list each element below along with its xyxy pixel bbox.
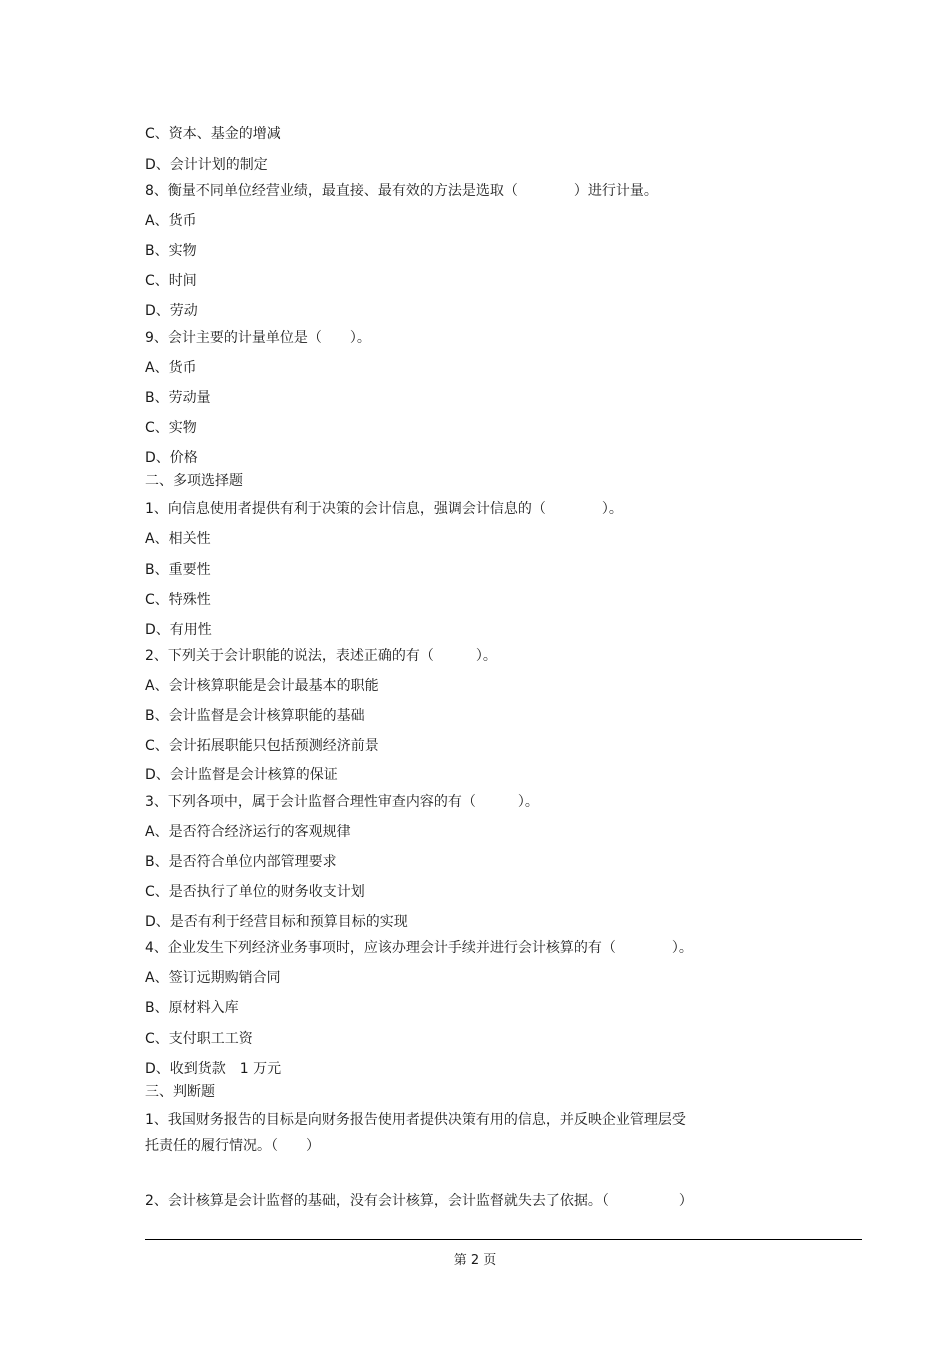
option-a: A、货币 [145,360,197,376]
option-a: A、货币 [145,213,197,229]
option-d: D、价格 [145,450,198,466]
option-d: D、会计计划的制定 [145,157,268,173]
option-d: D、收到货款 1 万元 [145,1061,282,1077]
option-b: B、劳动量 [145,390,211,406]
option-c: C、支付职工工资 [145,1031,253,1047]
option-a: A、签订远期购销合同 [145,970,281,986]
option-b: B、重要性 [145,562,211,578]
question-2: 2、下列关于会计职能的说法，表述正确的有（ ）。 [145,648,497,664]
option-c: C、时间 [145,273,197,289]
option-c: C、资本、基金的增减 [145,126,281,142]
question-4: 4、企业发生下列经济业务事项时，应该办理会计手续并进行会计核算的有（ ）。 [145,940,693,956]
option-b: B、是否符合单位内部管理要求 [145,854,337,870]
option-c: C、实物 [145,420,197,436]
question-1-line-1: 1、我国财务报告的目标是向财务报告使用者提供决策有用的信息，并反映企业管理层受 [145,1112,686,1128]
question-1: 1、向信息使用者提供有利于决策的会计信息，强调会计信息的（ ）。 [145,501,623,517]
option-d: D、劳动 [145,303,198,319]
footer-divider [145,1239,862,1240]
option-a: A、会计核算职能是会计最基本的职能 [145,678,379,694]
option-d: D、会计监督是会计核算的保证 [145,767,338,783]
question-1-line-2: 托责任的履行情况。（ ） [145,1138,320,1154]
question-9: 9、会计主要的计量单位是（ ）。 [145,330,371,346]
option-c: C、是否执行了单位的财务收支计划 [145,884,365,900]
question-2: 2、会计核算是会计监督的基础，没有会计核算，会计监督就失去了依据。（ ） [145,1193,693,1209]
option-a: A、相关性 [145,531,211,547]
option-a: A、是否符合经济运行的客观规律 [145,824,351,840]
option-c: C、特殊性 [145,592,211,608]
option-c: C、会计拓展职能只包括预测经济前景 [145,738,379,754]
section-heading-multiple-choice: 二、多项选择题 [145,473,243,489]
option-b: B、会计监督是会计核算职能的基础 [145,708,365,724]
section-heading-true-false: 三、判断题 [145,1084,215,1100]
question-8: 8、衡量不同单位经营业绩，最直接、最有效的方法是选取（ ）进行计量。 [145,183,658,199]
page-number: 第 2 页 [453,1253,497,1268]
option-d: D、是否有利于经营目标和预算目标的实现 [145,914,408,930]
option-b: B、原材料入库 [145,1000,239,1016]
option-b: B、实物 [145,243,197,259]
question-3: 3、下列各项中，属于会计监督合理性审查内容的有（ ）。 [145,794,539,810]
option-d: D、有用性 [145,622,212,638]
